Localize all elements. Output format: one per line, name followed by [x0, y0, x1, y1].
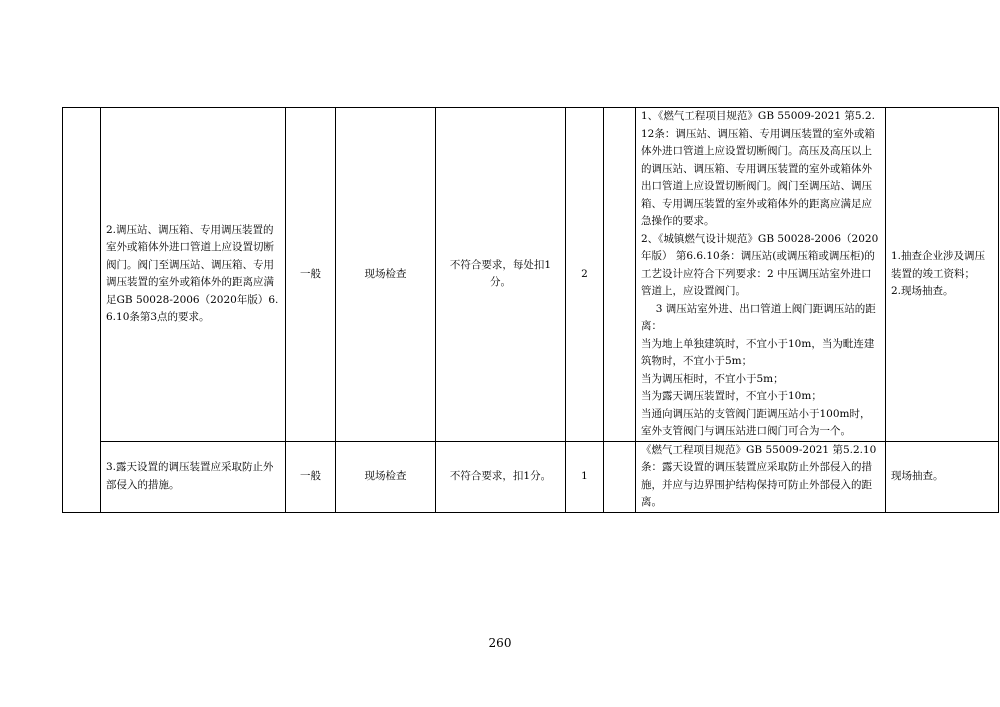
basis-cell: [636, 441, 886, 512]
item-cell: 3.露天设置的调压装置应采取防止外部侵入的措施。: [101, 441, 286, 512]
level-cell: 一般: [286, 108, 336, 442]
basis-paragraph: 当为地上单独建筑时，不宜小于10m，当为毗连建筑物时，不宜小于5m；: [641, 337, 875, 367]
table-row: [63, 441, 999, 512]
result-cell: [604, 108, 636, 442]
basis-paragraph: 3 调压站室外进、出口管道上阀门距调压站的距离：: [641, 302, 876, 332]
method-cell: 现场检查: [336, 108, 436, 442]
item-cell: 2.调压站、调压箱、专用调压装置的室外或箱体外进口管道上应设置切断阀门。阀门至调压站、调压箱、专用调压装置的室外或箱体外的距离应满足GB 50028-2006（2020年版）6.6.10条第3点的要求。: [101, 108, 286, 442]
method-cell: 现场检查: [336, 441, 436, 512]
page-number: 260: [488, 636, 512, 650]
basis-paragraph: 当通向调压站的支管阀门距调压站小于100m时，室外支管阀门与调压站进口阀门可合为一个。: [641, 407, 871, 437]
inspection-table: [62, 107, 999, 513]
basis-paragraph: 当为露天调压装置时，不宜小于10m；: [641, 390, 822, 402]
table-row: [63, 108, 999, 442]
note-line: 1.抽查企业涉及调压装置的竣工资料；: [891, 250, 986, 280]
category-cell: [63, 108, 101, 513]
notes-cell: [886, 108, 999, 442]
notes-cell: [886, 441, 999, 512]
note-line: 现场抽查。: [891, 469, 944, 482]
score-cell: 2: [566, 108, 604, 442]
note-line: 2.现场抽查。: [891, 285, 954, 297]
result-cell: [604, 441, 636, 512]
scoring-cell: 不符合要求，每处扣1分。: [436, 108, 566, 442]
scoring-cell: 不符合要求，扣1分。: [436, 441, 566, 512]
basis-paragraph: 《燃气工程项目规范》GB 55009-2021 第5.2.10条：露天设置的调压装置应采取防止外部侵入的措施，并应与边界围护结构保持可防止外部侵入的距离。: [641, 443, 877, 508]
basis-paragraph: 1、《燃气工程项目规范》GB 55009-2021 第5.2.12条：调压站、调压箱、专用调压装置的室外或箱体外进口管道上应设置切断阀门。高压及高压以上的调压站、调压箱、专用调压装置的室外或箱体外出口管道上应设置切断阀门。阀门至调压站、调压箱、专用调压装置的室外或箱体外的距离应满足应急操作的要求。: [641, 110, 875, 227]
basis-paragraph: 2、《城镇燃气设计规范》GB 50028-2006（2020年版） 第6.6.10条：调压站(或调压箱或调压柜)的工艺设计应符合下列要求：2 中压调压站室外进口管道上，应设置阀门。: [641, 232, 879, 297]
level-cell: 一般: [286, 441, 336, 512]
basis-cell: [636, 108, 886, 442]
score-cell: 1: [566, 441, 604, 512]
basis-paragraph: 当为调压柜时，不宜小于5m；: [641, 372, 784, 385]
